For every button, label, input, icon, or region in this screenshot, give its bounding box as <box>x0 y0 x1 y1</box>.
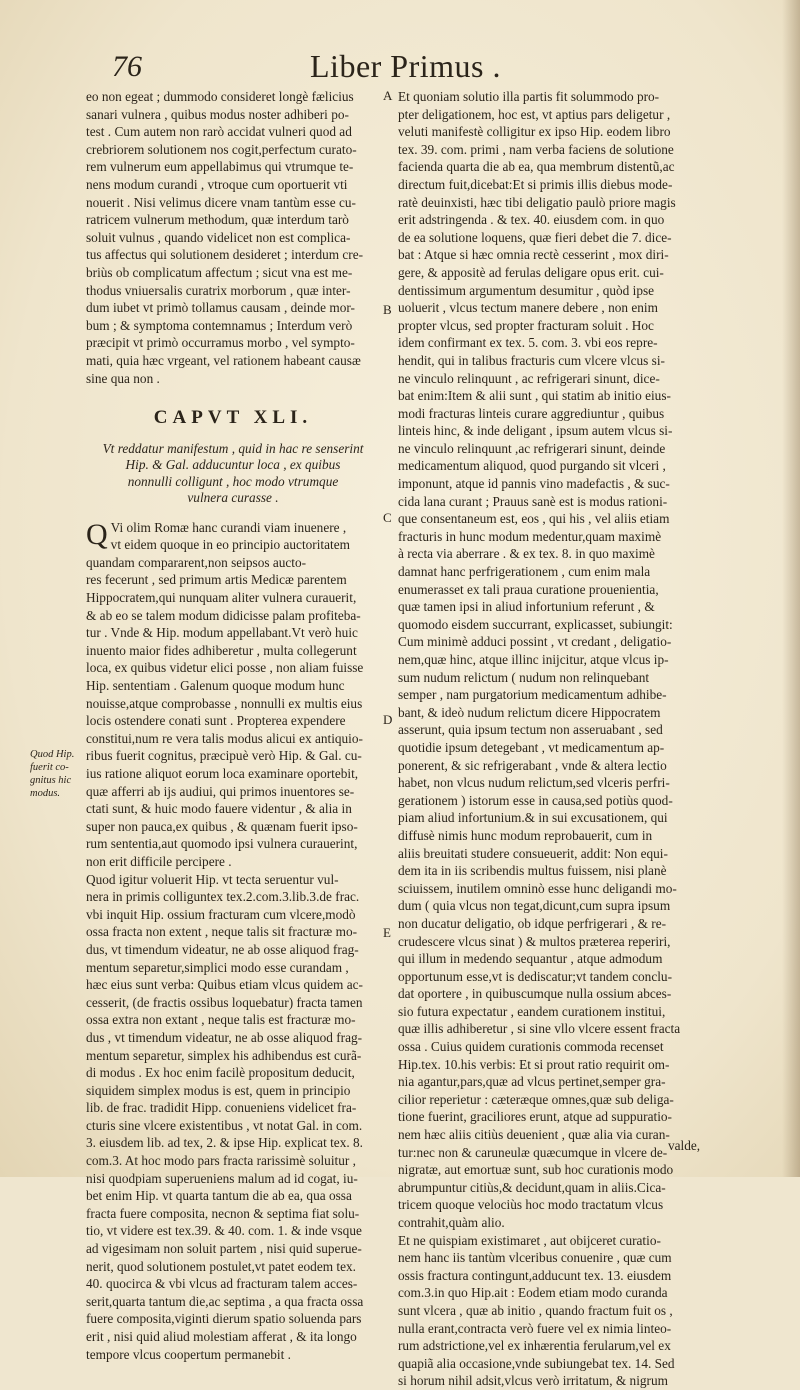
text-line: propter vlcus, sed propter fracturam soluit . Hoc <box>398 317 654 333</box>
text-line: abrumpuntur citiùs,& decidunt,quam in aliis.Cica- <box>398 1179 666 1195</box>
text-line: imponunt, atque id pannis vino madefactis , & suc- <box>398 476 670 492</box>
chapter-summary-line: Vt reddatur manifestum , quid in hac re senserint <box>102 440 364 456</box>
catchword: valde, <box>668 1138 701 1153</box>
text-line: de ea solutione loquens, quæ fieri debet die 7. dice- <box>398 229 672 245</box>
text-line: dum ( quia vlcus non tegat,dicunt,cum supra ipsum <box>398 898 671 914</box>
text-line: asserunt, quia ipsum tectum non asseruabant , sed <box>398 722 663 738</box>
text-line: hendit, qui in talibus fracturis cum vlcere vlcus si- <box>398 352 665 368</box>
text-line: mentum separetur, simplex his adhibendus est curã- <box>86 1047 362 1063</box>
marginal-note <box>30 748 84 800</box>
text-line: tio, vt videre est tex.39. & 40. com. 1. & inde vsque <box>86 1223 362 1239</box>
text-line: sanari vulnera , quibus modus noster adhiberi po- <box>86 106 349 122</box>
page-number: 76 <box>112 50 142 83</box>
text-line: facienda quarta die ab ea, qua membrum distentũ,ac <box>398 159 675 175</box>
text-line: directum fuit,dicebat:Et si primis illis diebus mode- <box>398 176 673 192</box>
text-line: sum nudum relictum ( nudum non relinquebant <box>398 669 650 685</box>
margin-letter-c: C <box>383 510 392 525</box>
text-line: nens modum curandi , vtroque cum oportuerit vti <box>86 176 348 192</box>
text-line: tempore vlcus coopertum permanebit . <box>86 1346 291 1362</box>
text-line: 3. eiusdem lib. ad tex, 2. & ipse Hip. explicat tex. 8. <box>86 1135 363 1151</box>
text-line: nia agantur,pars,quæ ad vlcus pertinet,semper gra- <box>398 1074 666 1090</box>
text-line: diffusè nimis hunc modum reprobauerit, cum in <box>398 827 653 843</box>
text-line: & ab eo se talem modum didicisse palam profiteba- <box>86 607 361 623</box>
text-line: cida lana curant ; Prauus sanè est is modus rationi- <box>398 493 668 509</box>
text-line: Quod igitur voluerit Hip. vt tecta seruentur vul- <box>86 871 339 887</box>
text-line: dem ita in iis scribendis multus fuissem, nisi planè <box>398 863 667 879</box>
text-line: mentum separetur,simplici modo esse curandam , <box>86 959 349 975</box>
text-line: dus, vt timendum videatur, ne ab osse aliquod frag- <box>86 941 359 957</box>
text-line: locis ostendere conati sunt . Propterea expendere <box>86 713 346 729</box>
text-line: eo non egeat ; dummodo consideret longè fælicius <box>86 89 354 104</box>
text-line: bum ; & symptoma contemnamus ; Interdum verò <box>86 317 353 333</box>
text-line: cilior reperietur : cæteræque omnes,quæ sub deliga- <box>398 1091 674 1107</box>
text-line: bat : Atque si hæc omnia rectè cesserint , mox diri- <box>398 247 669 263</box>
text-line: uoluerit , vlcus tectum manere debere , non enim <box>398 300 658 316</box>
text-line: nem hanc iis tantùm vlceribus conuenire , quæ cum <box>398 1250 672 1266</box>
margin-letter-b: B <box>383 302 392 317</box>
text-line: contrahit,quàm alio. <box>398 1215 505 1230</box>
text-line: dum iubet vt primò tollamus causam , deinde mor- <box>86 300 355 316</box>
text-line: pter deligationem, hoc est, vt aptius pars deligetur , <box>398 106 671 122</box>
text-line: bet enim Hip. vt quarta tantum die ab ea, qua ossa <box>86 1188 352 1204</box>
left-column <box>86 88 380 1363</box>
text-line: vbi inquit Hip. ossium fracturam cum vlcere,modò <box>86 906 356 922</box>
text-line: enumerasset ex tali praua curatione prouenientia, <box>398 581 659 597</box>
text-line: Hippocratem,qui nunquam aliter vulnera curauerit, <box>86 590 357 606</box>
text-line: ponerent, & sic refrigerabant , vnde & altera lectio <box>398 757 667 773</box>
text-line: non erit difficile percipere . <box>86 853 232 869</box>
left-top-paragraph <box>86 88 380 387</box>
text-line: mati, quia hæc vrgeant, vel rationem habeant causæ <box>86 352 361 368</box>
text-line: nera in primis colliguntex tex.2.com.3.lib.3.de frac. <box>86 889 360 905</box>
text-line: que consentaneum est, eos , qui his , vel aliis etiam <box>398 511 670 527</box>
text-line: Hip. sententiam . Galenum quoque modum hunc <box>86 678 345 694</box>
text-line: si horum nihil adsit,vlcus verò irritatum, & nigrum <box>398 1373 668 1389</box>
chapter-summary-line: nonnulli colligunt , hoc modo vtrumque <box>127 473 339 489</box>
text-line: habet, non vlcus nudum relictum,sed vlceris perfri- <box>398 775 670 791</box>
text-line: nerit, quod solutionem postulet,vt patet eodem tex. <box>86 1258 356 1274</box>
text-line: siquidem simplex modus is est, quem in principio <box>86 1082 351 1098</box>
text-line: quomodo eisdem succurrant, explicasset, subiungit: <box>398 616 673 632</box>
text-line: aliis breuitati studere consueuerit, addit: Non equi- <box>398 845 668 861</box>
text-line: ratè deuinxisti, hæc tibi deligatio paulò priore magis <box>398 194 676 210</box>
text-line: sciuissem, inutilem omninò esse hunc deligandi mo- <box>398 880 677 896</box>
text-line: tione fuerint, graciliores erunt, atque ad suppuratio- <box>398 1109 672 1125</box>
text-line: vt eidem quoque in eo principio auctoritatem <box>110 537 350 553</box>
text-line: thodus vniuersalis curatrix morborum , quæ inter- <box>86 282 351 298</box>
text-line: gerationem ) istorum esse in causa,sed potiùs quod- <box>398 792 673 808</box>
margin-letter-d: D <box>383 712 393 727</box>
text-line: quæ illis adhiberetur , si sine vllo vlcere essent fracta <box>398 1021 681 1037</box>
text-line: quæ tamen ipsi in aliud infortunium referunt , & <box>398 599 655 615</box>
text-line: crebriorem solutionem nos cogit,perfectum curato- <box>86 141 357 157</box>
text-line: fuere composita,viginti dierum spatio soluenda pars <box>86 1311 362 1327</box>
text-line: præcipit vt primò occurramus morbo , vel sympto- <box>86 335 355 351</box>
text-line: dat oportere , in quibuscumque nulla ossium abces- <box>398 986 672 1002</box>
chapter-heading: CAPVT XLI. <box>153 407 313 429</box>
text-line: com.3. At hoc modo pars fracta rarissimè soluitur , <box>86 1153 356 1169</box>
text-line: cesserit, (de fractis ossibus loquebatur) fracta tamen <box>86 994 363 1010</box>
text-line: loca, ex quibus videtur elici posse , non aliam fuisse <box>86 660 364 676</box>
text-line: quandam compararent,non seipsos aucto- <box>86 554 307 570</box>
text-line: nem hæc aliis citiùs deuenient , quæ alia via curan- <box>398 1127 670 1143</box>
text-line: ossa . Cuius quidem curationis commoda recenset <box>398 1039 664 1055</box>
text-line: semper , nam purgatorium medicamentum adhibe- <box>398 687 667 703</box>
text-line: fracturis in hunc modum medentur,quam maximè <box>398 528 662 544</box>
text-line: lib. de frac. tradidit Hipp. conueniens videlicet fra- <box>86 1100 357 1116</box>
text-line: non ducatur deligatio, ob idque perfrigerari , & re- <box>398 915 667 931</box>
text-line: di modus . Ex hoc enim facilè propositum deducit, <box>86 1065 355 1081</box>
text-line: ctati sunt, & huic modo fauere videntur , & alia in <box>86 801 352 817</box>
text-line: hæc eius sunt verba: Quibus etiam vlcus quidem ac- <box>86 977 363 993</box>
text-line: medicamentum aliquod, quod purgando sit vlceri , <box>398 458 666 474</box>
text-line: rum adstrictione,vel ex inhærentia ferularum,vel ex <box>398 1338 671 1354</box>
text-line: Et ne quispiam existimaret , aut obijceret curatio- <box>398 1232 661 1248</box>
text-line: qui illum in medendo sequantur , atque admodum <box>398 951 663 967</box>
text-line: ossa fracta non extent , neque talis sit fracturæ mo- <box>86 924 358 940</box>
text-line: tricem quoque velociùs hoc modo tractatum vlcus <box>398 1197 664 1213</box>
text-line: gere, & appositè ad ferulas deligare opus erit. cui- <box>398 264 664 280</box>
text-line: 40. quocirca & vbi vlcus ad fracturam talem acces- <box>86 1276 358 1292</box>
text-line: soluit vulnus , quando videlicet non est complica- <box>86 229 351 245</box>
text-line: bat enim:Item & alii sunt , qui statim ab initio eius- <box>398 388 671 404</box>
text-line: quapiã alia occasione,vnde subiungebat tex. 14. Sed <box>398 1355 675 1371</box>
text-line: sunt vlcera , quæ ab initio , quando fractum fuit os , <box>398 1302 673 1318</box>
right-column <box>398 88 701 1390</box>
chapter-summary-line: vulnera curasse . <box>187 490 279 506</box>
text-line: tur . Vnde & Hip. modum appellabant.Vt verò huic <box>86 625 358 641</box>
text-line: ad vigesimam non soluit partem , nisi quid superue- <box>86 1241 362 1257</box>
text-line: dentissimum argumentum desumitur , quòd ipse <box>398 282 655 298</box>
text-line: tur:nec non & caruneulæ quæcumque in vlcere de- <box>398 1144 668 1160</box>
marginal-note-line: fuerit co- <box>30 762 69 773</box>
text-line: Et quoniam solutio illa partis fit solummodo pro- <box>398 89 660 104</box>
chapter-summary <box>92 441 374 507</box>
text-line: rum sententia,aut quomodo ipsi vulnera curauerint, <box>86 836 358 852</box>
text-line: super non pauca,ex quibus , & quænam fuerit ipso- <box>86 818 358 834</box>
text-line: Cum minimè adduci possint , vt credant , deligatio- <box>398 634 672 650</box>
text-line: Hip.tex. 10.his verbis: Et si prout ratio requirit om- <box>398 1056 670 1072</box>
text-line: damnat hanc perfrigerationem , cum enim mala <box>398 564 651 580</box>
text-line: ratricem vulnerum methodum, quæ interdum tarò <box>86 212 349 228</box>
text-line: linteis hinc, & inde deligant , ipsum autem vlcus si- <box>398 423 673 439</box>
text-line: nisi quodpiam superueniens malum ad id cogat, iu- <box>86 1170 358 1186</box>
text-line: briùs ob complicatum affectum ; sicut vna est me- <box>86 264 353 280</box>
text-line: quotidie ipsum detegebant , vt medicamentum ap- <box>398 739 665 755</box>
text-line: com.3.in quo Hip.ait : Eodem etiam modo curanda <box>398 1285 668 1301</box>
text-line: idem confirmant ex tex. 5. com. 3. vbi eos repre- <box>398 335 658 351</box>
margin-letter-e: E <box>383 925 391 940</box>
text-line: nem,quæ hinc, atque illinc inijcitur, atque vlcus ip- <box>398 652 669 667</box>
text-line: erit , nisi quid aliud molestiam afferat , & ita longo <box>86 1329 357 1344</box>
text-line: à recta via aberrare . & ex tex. 8. in quo maximè <box>398 546 655 562</box>
running-title: Liber Primus . <box>310 48 501 84</box>
text-line: sine qua non . <box>86 370 160 386</box>
text-line: rem vulnerum eum appellabimus qui vtrumque te- <box>86 159 354 175</box>
text-line: inuento maior fides adhiberetur , multa collegerunt <box>86 642 357 658</box>
text-line: bant, & ideò nudum relictum dicere Hippocratem <box>398 704 661 720</box>
text-line: ossa extra non extant , neque talis est fracturæ mo- <box>86 1012 356 1028</box>
text-line: tex. 39. com. primi , nam verba faciens de solutione <box>398 141 674 157</box>
left-body-text <box>86 519 380 1364</box>
text-line: ne vinculo relinquunt ,ac refrigerari sinunt, deinde <box>398 440 666 456</box>
text-line: ossis fractura contingunt,adducunt tex. 13. eiusdem <box>398 1267 672 1283</box>
text-line: nulla erant,contracta verò fuere vel ex nimia linteo- <box>398 1320 672 1336</box>
text-line: nouerit . Nisi velimus dicere vnam tantùm esse cu- <box>86 194 356 210</box>
dropcap-initial: Q <box>86 517 108 551</box>
text-line: ius ratione aliquot eorum loca examinare oportebit, <box>86 766 359 781</box>
binding-shadow <box>782 0 800 1177</box>
text-line: crudescere vlcus sinat ) & multos præterea reperiri, <box>398 933 671 949</box>
text-line: serit,quarta tantum die,ac septima , a qua fracta ossa <box>86 1293 364 1309</box>
text-line: quæ afferri ab ijs audiui, qui primos inuentores se- <box>86 783 355 799</box>
text-line: opportunum esse,vt is dediscatur;vt tandem conclu- <box>398 968 673 984</box>
text-line: fracta fuere composita, necnon & septima fiat solu- <box>86 1205 360 1221</box>
text-line: ribus fuerit cognitus, præcipuè verò Hip. & Gal. cu- <box>86 748 362 764</box>
text-line: ne vinculo relinquunt , ac refrigerari sinunt, dice- <box>398 370 660 386</box>
text-line: erit adstringenda . & tex. 40. eiusdem com. in quo <box>398 212 665 228</box>
text-line: test . Cum autem non rarò accidat vulneri quod ad <box>86 124 352 140</box>
text-line: nouisse,atque comprobasse , nonnulli ex multis eius <box>86 695 363 711</box>
text-line: piam aliud infortunium.& in sui excusationem, qui <box>398 810 668 826</box>
marginal-note-line: gnitus hic <box>30 775 72 786</box>
margin-letter-a: A <box>383 88 393 103</box>
chapter-summary-line: Hip. & Gal. adducuntur loca , ex quibus <box>125 457 341 473</box>
text-line: tus affectus qui solutionem desideret ; interdum cre- <box>86 247 364 263</box>
text-line: sio futura expectatur , eandem curationem institui, <box>398 1003 666 1019</box>
marginal-note-line: modus. <box>30 788 61 799</box>
text-line: dus , vt timendum videatur, ne ab osse aliquod frag- <box>86 1029 363 1045</box>
text-line: nigratæ, aut emortuæ sunt, sub hoc curationis modo <box>398 1162 674 1178</box>
text-line: res fecerunt , sed primum artis Medicæ parentem <box>86 572 347 588</box>
text-line: Vi olim Romæ hanc curandi viam inuenere , <box>110 519 347 535</box>
text-line: veluti manifestè colligitur ex ipso Hip. eodem libro <box>398 124 671 140</box>
text-line: constitui,num re vera talis modus alicui ex antiquio- <box>86 730 363 746</box>
text-line: modi fracturas linteis curare aggrediuntur , quibus <box>398 405 665 421</box>
text-line: cturis sine vlcere existentibus , vt notat Gal. in com. <box>86 1117 363 1133</box>
marginal-note-line: Quod Hip. <box>30 749 75 760</box>
